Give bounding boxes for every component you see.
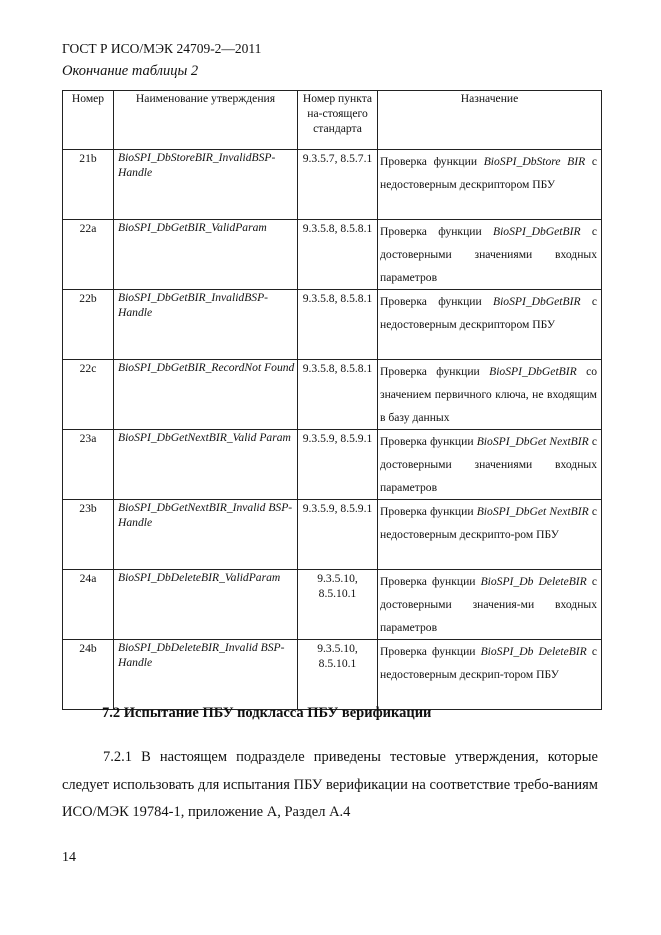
table-header-row (63, 91, 602, 150)
purpose-text: Проверка функции (380, 435, 477, 448)
function-name: BioSPI_Db DeleteBIR (480, 645, 587, 658)
section-title: 7.2 Испытание ПБУ подкласса ПБУ верификации (102, 705, 432, 721)
table-row (63, 430, 602, 500)
assertion-name: BioSPI_DbGetNextBIR_Valid Param (114, 430, 298, 500)
purpose-cell (378, 640, 602, 710)
purpose-text: Проверка функции (380, 365, 490, 378)
assertion-name: BioSPI_DbDeleteBIR_Invalid BSP-Handle (114, 640, 298, 710)
purpose-cell (378, 360, 602, 430)
clause-reference: 9.3.5.8, 8.5.8.1 (298, 290, 378, 360)
function-name: BioSPI_DbStore BIR (483, 155, 586, 168)
table-row (63, 500, 602, 570)
row-number: 22b (63, 290, 114, 360)
table-caption: Окончание таблицы 2 (62, 63, 199, 79)
table-row (63, 220, 602, 290)
function-name: BioSPI_DbGet NextBIR (476, 435, 589, 448)
assertion-name: BioSPI_DbGetNextBIR_Invalid BSP-Handle (114, 500, 298, 570)
row-number: 23a (63, 430, 114, 500)
purpose-cell (378, 290, 602, 360)
clause-reference: 9.3.5.10, 8.5.10.1 (298, 640, 378, 710)
assertion-name: BioSPI_DbGetBIR_RecordNot Found (114, 360, 298, 430)
clause-reference: 9.3.5.9, 8.5.9.1 (298, 430, 378, 500)
purpose-cell (378, 500, 602, 570)
assertion-name: BioSPI_DbDeleteBIR_ValidParam (114, 570, 298, 640)
row-number: 21b (63, 150, 114, 220)
table-row (63, 570, 602, 640)
assertions-table (62, 90, 602, 710)
clause-reference: 9.3.5.8, 8.5.8.1 (298, 360, 378, 430)
purpose-text: с недостоверным дескрипто-ром ПБУ (380, 505, 598, 541)
row-number: 23b (63, 500, 114, 570)
clause-reference: 9.3.5.9, 8.5.9.1 (298, 500, 378, 570)
purpose-text: со значением первичного ключа, не входящим в базу данных (380, 365, 598, 424)
purpose-text: Проверка функции (380, 505, 477, 518)
clause-reference: 9.3.5.10, 8.5.10.1 (298, 570, 378, 640)
purpose-text: с достоверными значениями входных параметров (380, 435, 598, 494)
purpose-text: с достоверными значения-ми входных параметров (380, 575, 598, 634)
purpose-text: с недостоверным дескрип-тором ПБУ (380, 645, 598, 681)
page-number: 14 (62, 850, 76, 865)
row-number: 22a (63, 220, 114, 290)
table-row (63, 290, 602, 360)
assertion-name: BioSPI_DbGetBIR_ValidParam (114, 220, 298, 290)
column-header-number: Номер (63, 91, 114, 150)
purpose-text: Проверка функции (380, 155, 484, 168)
function-name: BioSPI_DbGet NextBIR (476, 505, 589, 518)
column-header-clause: Номер пункта на-стоящего стандарта (298, 91, 378, 150)
row-number: 24b (63, 640, 114, 710)
purpose-text: Проверка функции (380, 645, 481, 658)
document-header: ГОСТ Р ИСО/МЭК 24709-2—2011 (62, 41, 262, 56)
column-header-name: Наименование утверждения (114, 91, 298, 150)
purpose-cell (378, 220, 602, 290)
clause-reference: 9.3.5.7, 8.5.7.1 (298, 150, 378, 220)
purpose-text: Проверка функции (380, 575, 481, 588)
purpose-text: Проверка функции (380, 295, 493, 308)
purpose-cell (378, 570, 602, 640)
purpose-text: с недостоверным дескриптором ПБУ (380, 295, 598, 331)
row-number: 22c (63, 360, 114, 430)
assertion-name: BioSPI_DbGetBIR_InvalidBSP-Handle (114, 290, 298, 360)
clause-reference: 9.3.5.8, 8.5.8.1 (298, 220, 378, 290)
purpose-cell (378, 430, 602, 500)
assertion-name: BioSPI_DbStoreBIR_InvalidBSP-Handle (114, 150, 298, 220)
function-name: BioSPI_DbGetBIR (492, 295, 581, 308)
function-name: BioSPI_DbGetBIR (492, 225, 581, 238)
table-row (63, 640, 602, 710)
purpose-text: с достоверными значениями входных параметров (380, 225, 598, 284)
purpose-text: с недостоверным дескриптором ПБУ (380, 155, 598, 191)
column-header-purpose: Назначение (378, 91, 602, 150)
function-name: BioSPI_Db DeleteBIR (480, 575, 587, 588)
purpose-text: Проверка функции (380, 225, 493, 238)
table-row (63, 360, 602, 430)
purpose-cell (378, 150, 602, 220)
table-row (63, 150, 602, 220)
row-number: 24a (63, 570, 114, 640)
function-name: BioSPI_DbGetBIR (489, 365, 577, 378)
body-paragraph: 7.2.1 В настоящем подразделе приведены тестовые утверждения, которые следует использовать для испытания ПБУ верификации на соответствие требо-ваниям ИСО/МЭК 19784-1, приложение А, Раздел А.4 (62, 749, 598, 820)
